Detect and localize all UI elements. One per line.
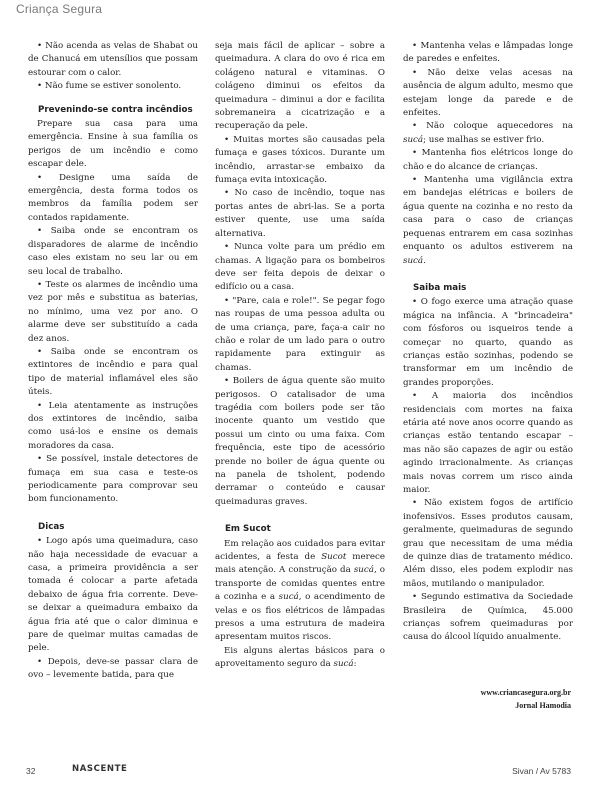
paragraph: • Segundo estimativa da Sociedade Brasileira de Química, 45.000 crianças sofrem queimaduras por causa do álcool líquido anualmente. bbox=[403, 592, 573, 643]
paragraph: • Não deixe velas acesas na ausência de algum adulto, mesmo que estejam longe da parede e de enfeites. bbox=[403, 67, 573, 119]
paragraph: • Não fume se estiver sonolento. bbox=[37, 81, 182, 92]
subheading-learn-more: Saiba mais bbox=[413, 282, 467, 293]
paragraph: • O fogo exerce uma atração quase mágica na infância. A "brincadeira" com fósforos ou isqueiros tende a começar no quarto, quando as crianças estão sozinhas, podendo se transformar em um incêndio de grandes proporções. bbox=[403, 297, 573, 388]
paragraph: • Teste os alarmes de incêndio uma vez por mês e substitua as baterias, no mínimo, uma vez por ano. O alarme deve ser substituído a cada dez anos. bbox=[28, 279, 198, 344]
paragraph: • Mantenha fios elétricos longe do chão e do alcance de crianças. bbox=[403, 148, 573, 172]
paragraph: seja mais fácil de aplicar – sobre a queimadura. A clara do ovo é rica em colágeno natural e vitaminas. O colágeno diminui os efeitos da queimadura – diminui a dor e facilita sobremaneira a cicatrização e a recuperação da pele. bbox=[215, 41, 385, 132]
article-column-2 bbox=[215, 40, 385, 750]
paragraph: • Designe uma saída de emergência, desta forma todos os membros da família podem ser contados rapidamente. bbox=[28, 172, 198, 223]
paragraph: • "Pare, caia e role!". Se pegar fogo nas roupas de uma pessoa adulta ou de uma criança, pare, faça-a cair no chão e rolar de um lado para o outro rapidamente para extinguir as chamas. bbox=[215, 295, 385, 373]
page-footer bbox=[0, 762, 595, 782]
paragraph: Prepare sua casa para uma emergência. Ensine à sua família os perigos de um incêndio e como escapar dele. bbox=[28, 119, 198, 170]
paragraph: • Mantenha velas e lâmpadas longe de paredes e enfeites. bbox=[403, 41, 573, 65]
paragraph: • No caso de incêndio, toque nas portas antes de abri-las. Se a porta estiver quente, use uma saída alternativa. bbox=[215, 188, 385, 239]
page-number: 32 bbox=[26, 766, 36, 776]
paragraph: Eis alguns alertas básicos para o aproveitamento seguro da sucá: bbox=[215, 645, 385, 670]
paragraph: • Mantenha uma vigilância extra em bandejas elétricas e boilers de água quente na cozinha e no resto da casa para o caso de crianças pequenas entrarem em casa sozinhas enquanto os adultos estiverem na sucá. bbox=[403, 175, 573, 266]
paragraph: • Se possível, instale detectores de fumaça em sua casa e teste-os periodicamente para comprovar seu bom funcionamento. bbox=[28, 454, 198, 505]
subheading-prevent-fire: Prevenindo-se contra incêndios bbox=[38, 104, 193, 115]
section-title: Criança Segura bbox=[16, 2, 103, 16]
source-newspaper: Jornal Hamodia bbox=[515, 701, 571, 710]
paragraph: • Nunca volte para um prédio em chamas. A ligação para os bombeiros deve ser feita depois de deixar o edifício ou a casa. bbox=[215, 242, 385, 293]
magazine-logo: NASCENTE bbox=[72, 764, 128, 774]
paragraph: • Saiba onde se encontram os extintores de incêndio e para qual tipo de material inflamável eles são úteis. bbox=[28, 346, 198, 398]
paragraph: • Não coloque aquecedores na sucá; use malhas se estiver frio. bbox=[403, 121, 573, 145]
paragraph: • Não existem fogos de artifício inofensivos. Esses produtos causam, geralmente, queimaduras de segundo grau que necessitam de uma média de quinze dias de tratamento médico. Além disso, eles podem explodir nas mãos, mutilando o manipulador. bbox=[403, 498, 573, 589]
paragraph: • Boilers de água quente são muito perigosos. O catalisador de uma tragédia com boilers pode ser tão inocente quanto um vestido que possui um cinto ou uma faixa. Com frequência, este tipo de acessório prende no boiler de água quente ou na panela de tsholent, podendo derramar o conteúdo e causar queimaduras graves. bbox=[215, 376, 385, 507]
paragraph: • Muitas mortes são causadas pela fumaça e gases tóxicos. Durante um incêndio, arrastar-se embaixo da fumaça evita intoxicação. bbox=[215, 134, 385, 186]
issue-date: Sivan / Av 5783 bbox=[512, 766, 571, 776]
paragraph: Em relação aos cuidados para evitar acidentes, a festa de Sucot merece mais atenção. A construção da sucá, o transporte de comidas quentes entre a cozinha e a sucá, o acendimento de velas e os fios elétricos de lâmpadas presos a uma estrutura de madeira apresentam muitos riscos. bbox=[215, 538, 385, 643]
source-credits bbox=[403, 686, 571, 712]
article-column-1 bbox=[28, 40, 198, 750]
subheading-sucot: Em Sucot bbox=[225, 524, 271, 535]
source-website-link[interactable]: www.criancasegura.org.br bbox=[480, 688, 571, 697]
paragraph: • Leia atentamente as instruções dos extintores de incêndio, saiba como usá-los e ensine os demais moradores da casa. bbox=[28, 400, 198, 451]
paragraph: • A maioria dos incêndios residenciais com mortes na faixa etária até nove anos ocorre quando as crianças estão tentando escapar – mas não são capazes de agir ou estão agindo irracionalmente. As crianças mais novas correm um risco ainda maior. bbox=[403, 391, 573, 495]
paragraph: • Saiba onde se encontram os disparadores de alarme de incêndio caso eles existam no seu lar ou em seu local de trabalho. bbox=[28, 226, 198, 277]
paragraph: • Depois, deve-se passar clara de ovo – levemente batida, para que bbox=[28, 656, 198, 681]
paragraph: • Logo após uma queimadura, caso não haja necessidade de evacuar a casa, a primeira providência a ser tomada é colocar a parte afetada debaixo de água fria corrente. Deve-se deixar a queimadura embaixo da água fria até que o calor diminua e pare de queimar muitas camadas de pele. bbox=[28, 536, 198, 654]
article-column-3 bbox=[403, 40, 573, 750]
subheading-tips: Dicas bbox=[38, 521, 65, 532]
paragraph: • Não acenda as velas de Shabat ou de Chanucá em utensílios que possam estourar com o calor. bbox=[28, 41, 198, 78]
